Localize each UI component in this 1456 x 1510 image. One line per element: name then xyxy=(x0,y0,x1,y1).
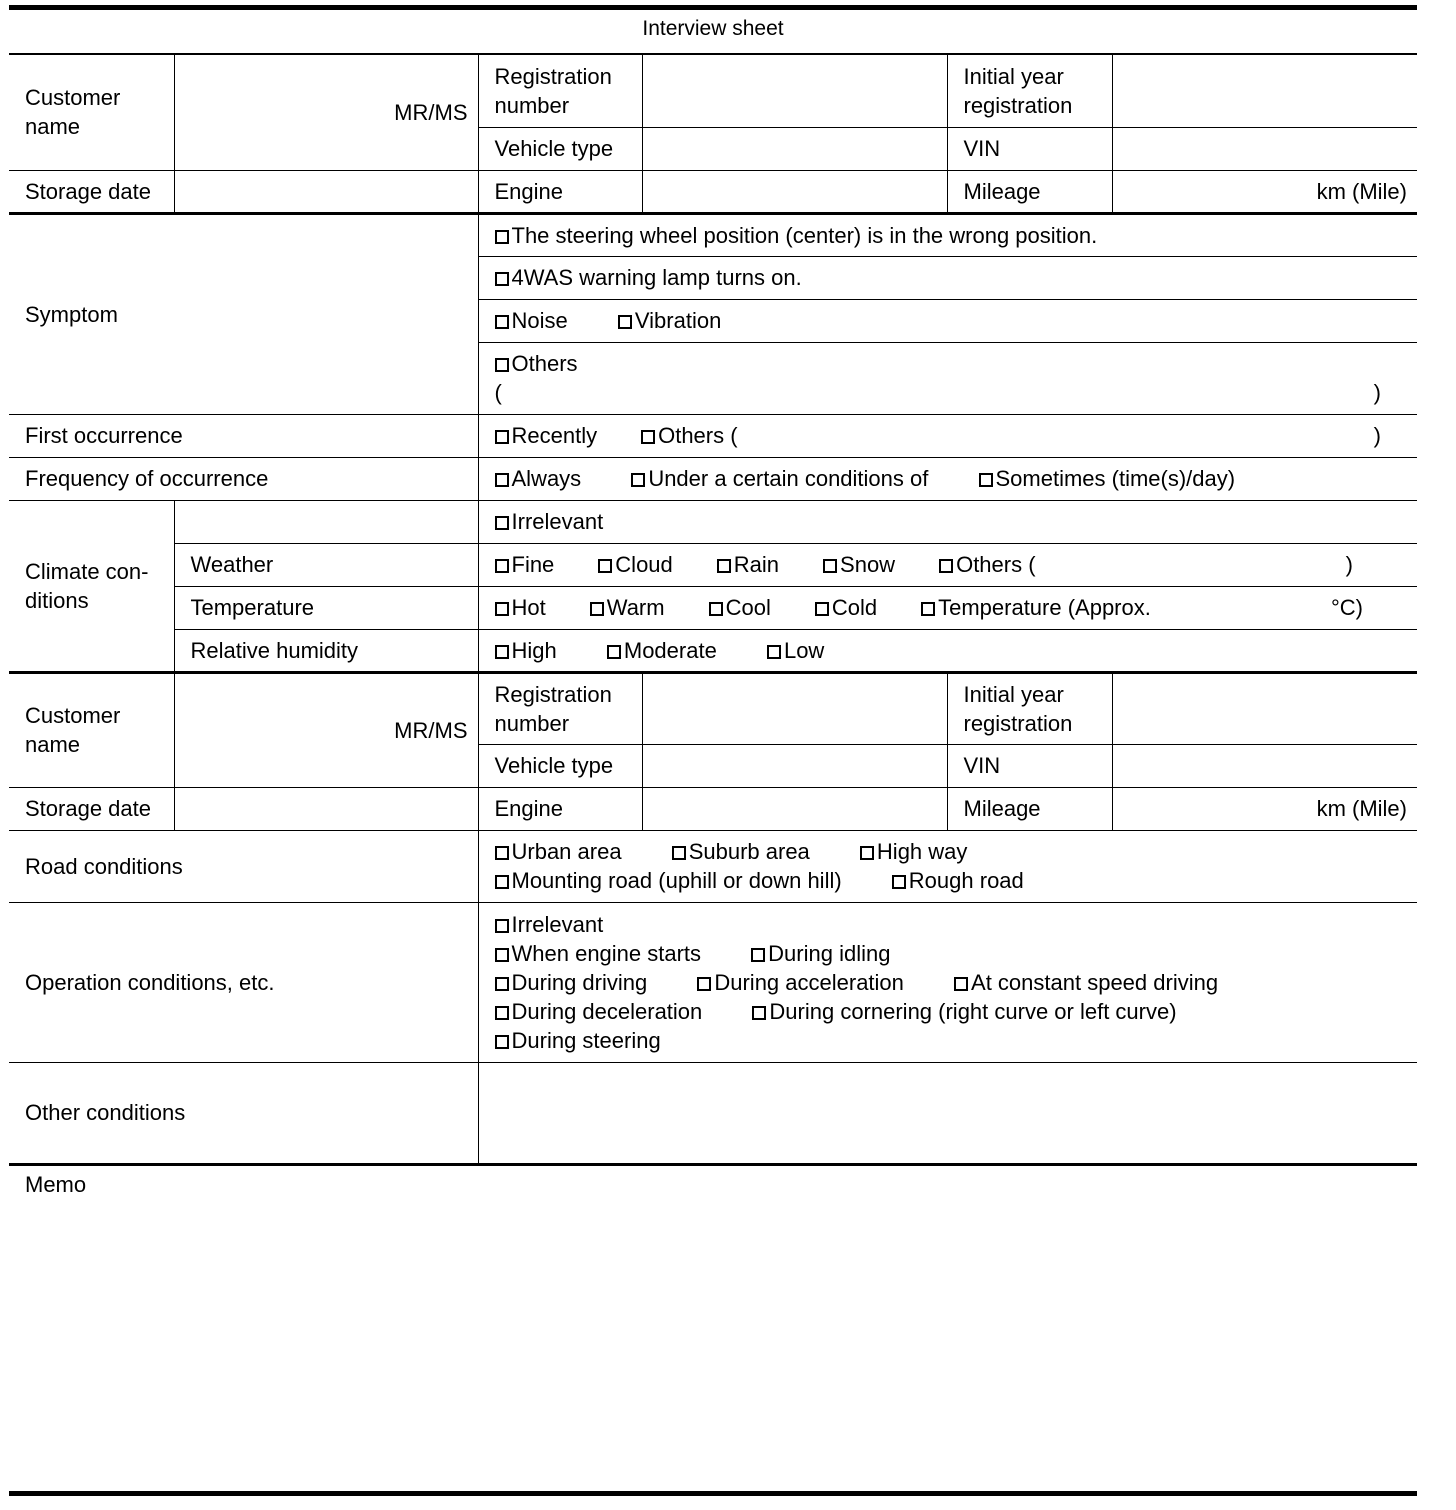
mileage-field[interactable] xyxy=(1112,170,1417,213)
option-label: When engine starts xyxy=(511,940,702,966)
checkbox-icon[interactable] xyxy=(717,559,731,573)
engine-label: Engine xyxy=(478,170,642,213)
option-label: Temperature (Approx. xyxy=(938,595,1151,620)
operation-constant-speed-option[interactable] xyxy=(954,968,1218,997)
registration-number-field[interactable] xyxy=(642,672,947,744)
weather-fine-option[interactable] xyxy=(495,550,555,579)
checkbox-icon[interactable] xyxy=(823,559,837,573)
road-suburb-option[interactable] xyxy=(672,837,810,866)
frequency-label: Frequency of occurrence xyxy=(9,457,478,500)
operation-irrelevant-option[interactable] xyxy=(495,910,604,939)
humidity-moderate-option[interactable] xyxy=(607,636,717,665)
checkbox-icon[interactable] xyxy=(495,1035,509,1049)
checkbox-icon[interactable] xyxy=(641,430,655,444)
humidity-low-option[interactable] xyxy=(767,636,824,665)
option-label: Irrelevant xyxy=(511,911,604,937)
option-label: During idling xyxy=(768,940,891,966)
engine-label: Engine xyxy=(478,787,642,830)
checkbox-icon[interactable] xyxy=(495,516,509,530)
mileage-unit: km (Mile) xyxy=(1316,796,1407,821)
first-occurrence-others-option[interactable] xyxy=(641,421,737,450)
sheet-title: Interview sheet xyxy=(9,10,1417,55)
humidity-high-option[interactable] xyxy=(495,636,557,665)
checkbox-icon[interactable] xyxy=(752,1006,766,1020)
symptom-steering-option[interactable] xyxy=(495,221,1098,250)
weather-options xyxy=(478,543,1417,586)
checkbox-icon[interactable] xyxy=(495,948,509,962)
symptom-others-field[interactable] xyxy=(495,378,1408,407)
temperature-warm-option[interactable] xyxy=(590,593,665,622)
initial-year-label: Initial year registration xyxy=(947,672,1112,744)
frequency-conditions-option[interactable] xyxy=(631,464,928,493)
checkbox-icon[interactable] xyxy=(495,645,509,659)
vehicle-type-field[interactable] xyxy=(642,744,947,787)
operation-idling-option[interactable] xyxy=(751,939,890,968)
other-conditions-label: Other conditions xyxy=(9,1062,478,1163)
first-occurrence-recently-option[interactable] xyxy=(495,421,598,450)
close-paren: ) xyxy=(1373,423,1381,448)
engine-field[interactable] xyxy=(642,787,947,830)
temperature-approx-option[interactable] xyxy=(921,593,1151,622)
checkbox-icon[interactable] xyxy=(495,846,509,860)
option-label: During deceleration xyxy=(511,998,703,1024)
checkbox-icon[interactable] xyxy=(495,315,509,329)
initial-year-field[interactable] xyxy=(1112,55,1417,127)
interview-form-table xyxy=(9,55,1417,1164)
checkbox-icon[interactable] xyxy=(939,559,953,573)
operation-cornering-option[interactable] xyxy=(752,997,1176,1026)
checkbox-icon[interactable] xyxy=(751,948,765,962)
road-urban-option[interactable] xyxy=(495,837,622,866)
option-label: Vibration xyxy=(634,308,722,333)
option-label: Fine xyxy=(511,552,555,577)
symptom-option-row xyxy=(478,299,1417,342)
checkbox-icon[interactable] xyxy=(607,645,621,659)
symptom-noise-option[interactable] xyxy=(495,306,568,335)
option-label: At constant speed driving xyxy=(971,969,1219,995)
operation-acceleration-option[interactable] xyxy=(697,968,904,997)
checkbox-icon[interactable] xyxy=(892,875,906,889)
option-label: The steering wheel position (center) is in the wrong position. xyxy=(511,222,1098,248)
option-label: Suburb area xyxy=(688,839,810,864)
initial-year-label: Initial year registration xyxy=(947,55,1112,127)
initial-year-field[interactable] xyxy=(1112,672,1417,744)
climate-label xyxy=(9,500,174,672)
checkbox-icon[interactable] xyxy=(815,602,829,616)
symptom-others-option[interactable] xyxy=(495,349,578,378)
weather-others-option[interactable] xyxy=(939,550,1035,579)
option-label: Rough road xyxy=(908,868,1024,893)
storage-date-label: Storage date xyxy=(9,787,174,830)
option-label: During steering xyxy=(511,1027,661,1053)
symptom-others-cell xyxy=(478,342,1417,414)
climate-irrelevant-row xyxy=(478,500,1417,543)
engine-field[interactable] xyxy=(642,170,947,213)
option-label: 4WAS warning lamp turns on. xyxy=(511,265,802,290)
operation-conditions-options xyxy=(478,902,1417,1062)
option-label: Always xyxy=(511,466,582,491)
road-highway-option[interactable] xyxy=(860,837,967,866)
weather-label: Weather xyxy=(174,543,478,586)
road-rough-option[interactable] xyxy=(892,866,1024,895)
mr-ms-label: MR/MS xyxy=(394,99,468,125)
checkbox-icon[interactable] xyxy=(495,430,509,444)
option-label: Snow xyxy=(840,552,896,577)
checkbox-icon[interactable] xyxy=(860,846,874,860)
symptom-option-row xyxy=(478,213,1417,256)
option-label: During acceleration xyxy=(714,969,904,995)
vehicle-type-field[interactable] xyxy=(642,127,947,170)
temperature-options xyxy=(478,586,1417,629)
open-paren: ( xyxy=(494,380,502,405)
option-label: Recently xyxy=(511,423,598,448)
option-label: Mounting road (uphill or down hill) xyxy=(511,868,842,893)
vin-label: VIN xyxy=(947,127,1112,170)
option-label: Cloud xyxy=(615,552,673,577)
vehicle-type-label: Vehicle type xyxy=(478,127,642,170)
humidity-options xyxy=(478,629,1417,672)
vin-field[interactable] xyxy=(1112,127,1417,170)
close-paren: ) xyxy=(1345,552,1353,577)
frequency-options xyxy=(478,457,1417,500)
option-label: Cool xyxy=(725,595,771,620)
road-mounting-option[interactable] xyxy=(495,866,842,895)
storage-date-field[interactable] xyxy=(174,787,478,830)
climate-label-text: Climate con-ditions xyxy=(25,558,149,613)
option-label: During cornering (right curve or left curve) xyxy=(769,998,1177,1024)
checkbox-icon[interactable] xyxy=(495,1006,509,1020)
option-label: Others ( xyxy=(956,552,1036,577)
mileage-field[interactable] xyxy=(1112,787,1417,830)
checkbox-icon[interactable] xyxy=(709,602,723,616)
customer-name-field[interactable] xyxy=(174,55,478,170)
symptom-option-row xyxy=(478,256,1417,299)
other-conditions-field[interactable] xyxy=(478,1062,1417,1163)
symptom-warning-lamp-option[interactable] xyxy=(495,263,802,292)
humidity-label: Relative humidity xyxy=(174,629,478,672)
temperature-cold-option[interactable] xyxy=(815,593,877,622)
memo-label: Memo xyxy=(25,1171,87,1197)
checkbox-icon[interactable] xyxy=(495,977,509,991)
frequency-always-option[interactable] xyxy=(495,464,582,493)
checkbox-icon[interactable] xyxy=(495,875,509,889)
checkbox-icon[interactable] xyxy=(672,846,686,860)
checkbox-icon[interactable] xyxy=(921,602,935,616)
registration-number-field[interactable] xyxy=(642,55,947,127)
storage-date-field[interactable] xyxy=(174,170,478,213)
weather-cloud-option[interactable] xyxy=(598,550,672,579)
operation-steering-option[interactable] xyxy=(495,1026,661,1055)
option-label: Others xyxy=(511,351,578,376)
climate-blank-cell xyxy=(174,500,478,543)
registration-number-label: Registration number xyxy=(478,55,642,127)
checkbox-icon[interactable] xyxy=(598,559,612,573)
customer-name-field[interactable] xyxy=(174,672,478,787)
symptom-vibration-option[interactable] xyxy=(618,306,721,335)
storage-date-label: Storage date xyxy=(9,170,174,213)
checkbox-icon[interactable] xyxy=(495,473,509,487)
checkbox-icon[interactable] xyxy=(495,230,509,244)
customer-name-label: Customer name xyxy=(9,55,174,170)
checkbox-icon[interactable] xyxy=(495,602,509,616)
temperature-label: Temperature xyxy=(174,586,478,629)
weather-rain-option[interactable] xyxy=(717,550,779,579)
option-label: Irrelevant xyxy=(511,509,604,534)
mileage-label: Mileage xyxy=(947,787,1112,830)
option-label: Cold xyxy=(831,595,878,620)
vin-field[interactable] xyxy=(1112,744,1417,787)
checkbox-icon[interactable] xyxy=(495,559,509,573)
checkbox-icon[interactable] xyxy=(495,358,509,372)
option-label: Warm xyxy=(606,595,665,620)
checkbox-icon[interactable] xyxy=(495,272,509,286)
first-occurrence-label: First occurrence xyxy=(9,414,478,457)
option-label: Hot xyxy=(511,595,546,620)
checkbox-icon[interactable] xyxy=(495,919,509,933)
vin-label: VIN xyxy=(947,744,1112,787)
operation-conditions-label: Operation conditions, etc. xyxy=(9,902,478,1062)
customer-name-label: Customer name xyxy=(9,672,174,787)
interview-sheet xyxy=(9,5,1417,1496)
option-label: Under a certain conditions of xyxy=(648,466,929,491)
checkbox-icon[interactable] xyxy=(979,473,993,487)
checkbox-icon[interactable] xyxy=(767,645,781,659)
checkbox-icon[interactable] xyxy=(697,977,711,991)
checkbox-icon[interactable] xyxy=(618,315,632,329)
option-label: Others ( xyxy=(658,423,738,448)
checkbox-icon[interactable] xyxy=(590,602,604,616)
option-label: Noise xyxy=(511,308,568,333)
checkbox-icon[interactable] xyxy=(631,473,645,487)
weather-snow-option[interactable] xyxy=(823,550,895,579)
option-label: Sometimes (time(s)/day) xyxy=(995,466,1236,491)
mileage-label: Mileage xyxy=(947,170,1112,213)
operation-driving-option[interactable] xyxy=(495,968,648,997)
option-label: Low xyxy=(783,637,825,663)
option-label: Rain xyxy=(733,552,780,577)
road-conditions-label: Road conditions xyxy=(9,830,478,902)
option-label: Moderate xyxy=(623,637,717,663)
temperature-unit: °C) xyxy=(1330,595,1363,620)
operation-deceleration-option[interactable] xyxy=(495,997,703,1026)
option-label: During driving xyxy=(511,969,648,995)
road-conditions-options xyxy=(478,830,1417,902)
climate-irrelevant-option[interactable] xyxy=(495,507,604,536)
memo-area[interactable] xyxy=(9,1164,1417,1494)
frequency-sometimes-option[interactable] xyxy=(979,464,1236,493)
mr-ms-label: MR/MS xyxy=(394,717,468,743)
checkbox-icon[interactable] xyxy=(954,977,968,991)
option-label: High xyxy=(511,637,557,663)
mileage-unit: km (Mile) xyxy=(1316,178,1407,204)
registration-number-label: Registration number xyxy=(478,672,642,744)
temperature-cool-option[interactable] xyxy=(709,593,771,622)
vehicle-type-label: Vehicle type xyxy=(478,744,642,787)
operation-engine-starts-option[interactable] xyxy=(495,939,702,968)
symptom-label: Symptom xyxy=(9,213,478,414)
close-paren: ) xyxy=(1373,380,1381,405)
temperature-hot-option[interactable] xyxy=(495,593,546,622)
option-label: High way xyxy=(876,839,968,864)
first-occurrence-options xyxy=(478,414,1417,457)
option-label: Urban area xyxy=(511,839,622,864)
